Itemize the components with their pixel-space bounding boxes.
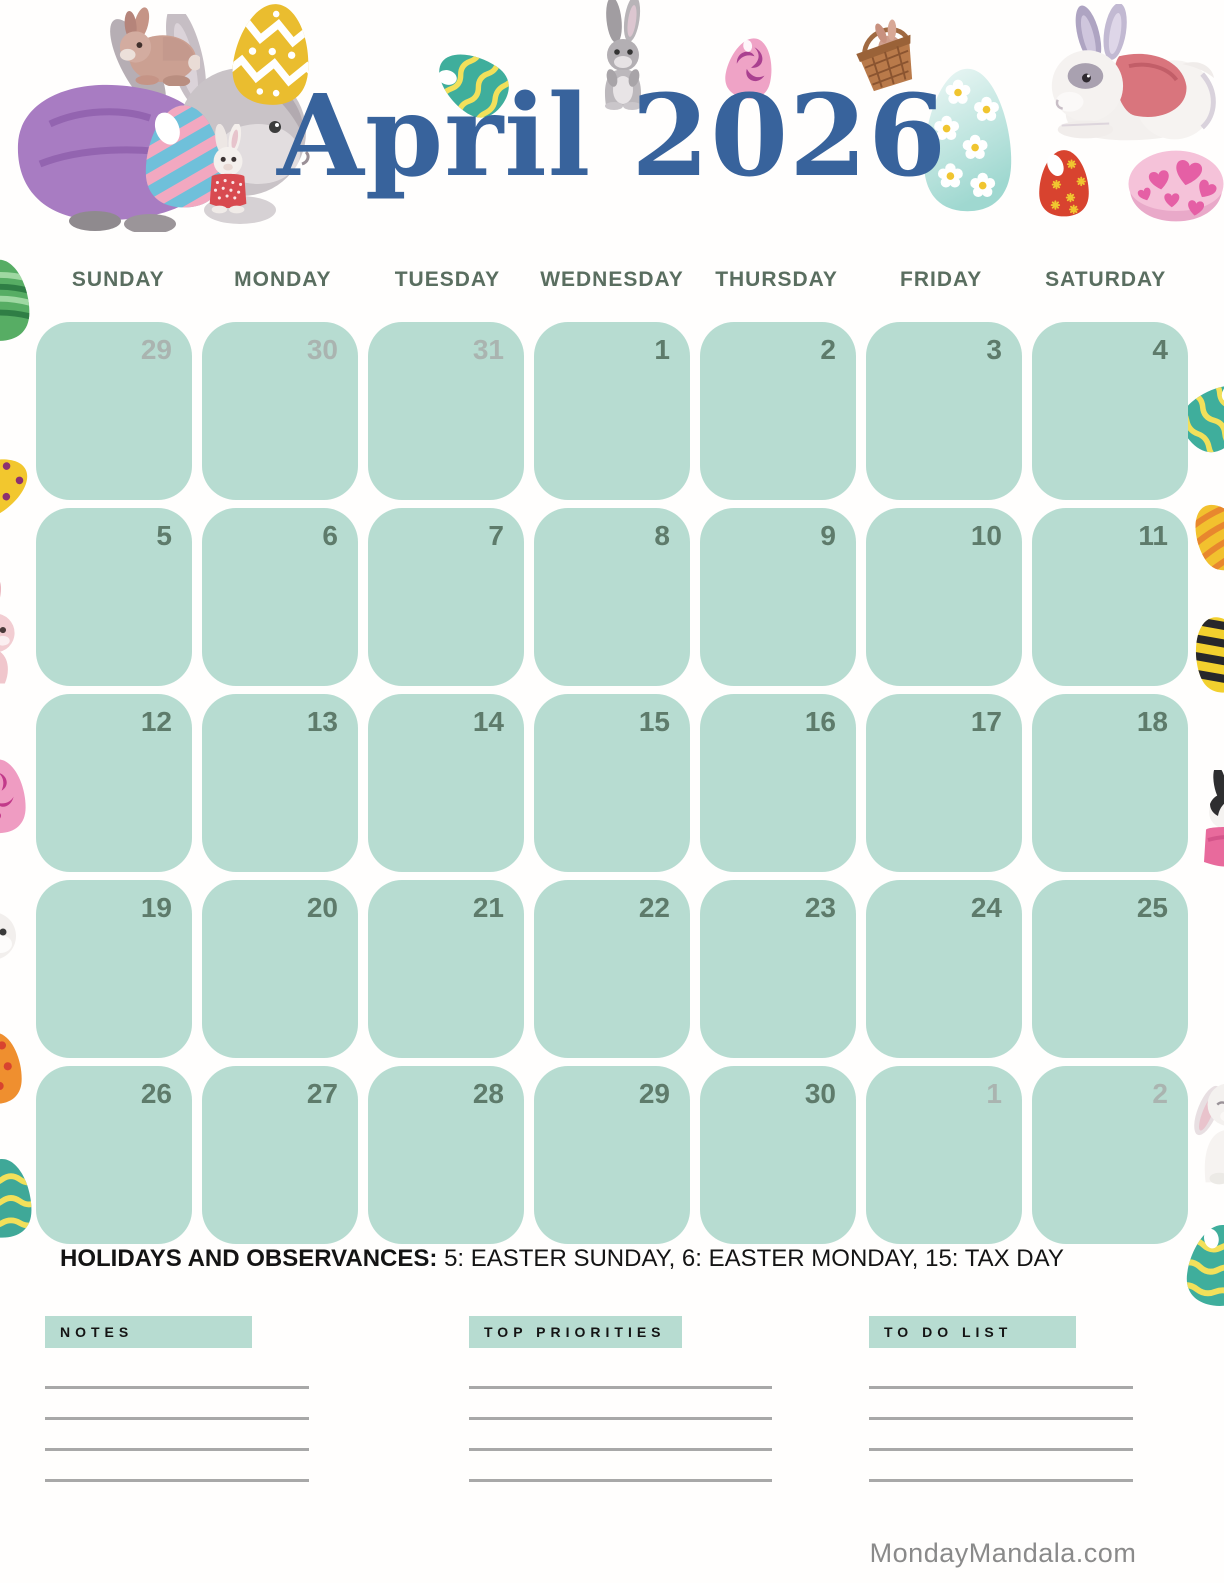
day-number: 20 [306,892,338,923]
day-cell [202,1066,358,1244]
writing-line [869,1417,1133,1420]
day-number: 6 [322,520,338,551]
day-number: 9 [820,520,836,551]
day-number: 21 [472,892,504,923]
site-credit: MondayMandala.com [869,1538,1137,1568]
notes-section [45,1316,309,1482]
day-cell [368,880,524,1058]
egg-orange-red-dots-icon [0,1022,24,1114]
bunny-white-head-icon [0,878,38,986]
day-cell [368,694,524,872]
day-cell [368,1066,524,1244]
to-do-list-header: TO DO LIST [869,1316,1076,1348]
egg-pink-magenta-icon [0,752,28,840]
day-cell [866,880,1022,1058]
writing-line [869,1479,1133,1482]
day-number: 30 [804,1078,836,1109]
day-cell [866,322,1022,500]
day-number: 27 [306,1078,338,1109]
day-cell [534,880,690,1058]
day-number: 17 [970,706,1002,737]
day-number: 12 [140,706,172,737]
writing-line [45,1417,309,1420]
day-cell [1032,508,1188,686]
day-cell [866,1066,1022,1244]
day-cell [534,508,690,686]
day-number: 11 [1138,520,1168,551]
day-cell [36,508,192,686]
writing-line [45,1448,309,1451]
day-cell [700,694,856,872]
writing-line [469,1417,772,1420]
day-number: 14 [472,706,504,737]
day-cell [1032,880,1188,1058]
day-number: 29 [638,1078,670,1109]
day-number: 24 [970,892,1002,923]
bunny-black-white-pink-sweater-icon [1190,770,1224,868]
day-cell [202,322,358,500]
day-cell [36,880,192,1058]
writing-line [869,1386,1133,1389]
day-cell [36,1066,192,1244]
day-cell [866,508,1022,686]
weekday-label-saturday: SATURDAY [1045,268,1167,291]
day-number: 26 [140,1078,172,1109]
day-cell [202,880,358,1058]
weekday-label-tuesday: TUESDAY [394,268,501,291]
writing-line [469,1386,772,1389]
day-number: 15 [638,706,670,737]
day-number: 23 [804,892,836,923]
egg-green-striped-icon [0,248,32,352]
day-number: 3 [986,334,1002,365]
day-number: 10 [970,520,1002,551]
day-cell [1032,1066,1188,1244]
day-number: 2 [820,334,836,365]
day-number: 19 [140,892,172,923]
calendar-grid [36,322,1188,1244]
day-cell [534,322,690,500]
day-cell [202,694,358,872]
day-number: 2 [1152,1078,1168,1109]
holidays-text: 5: EASTER SUNDAY, 6: EASTER MONDAY, 15: TAX DAY [444,1245,1064,1272]
day-cell [700,880,856,1058]
weekday-label-monday: MONDAY [234,268,332,291]
day-number: 31 [472,334,504,365]
bunny-white-lop-icon [1192,1064,1224,1190]
day-cell [202,508,358,686]
holidays-line [60,1244,1064,1274]
day-cell [36,694,192,872]
weekday-label-friday: FRIDAY [900,268,983,291]
day-cell [368,322,524,500]
day-number: 16 [804,706,836,737]
weekday-label-wednesday: WEDNESDAY [540,268,684,291]
to-do-list-section [869,1316,1133,1482]
day-cell [368,508,524,686]
day-number: 22 [638,892,670,923]
day-cell [1032,694,1188,872]
top-priorities-header: TOP PRIORITIES [469,1316,682,1348]
day-number: 1 [654,334,670,365]
title-month: April [276,71,592,202]
day-number: 29 [140,334,172,365]
day-cell [534,1066,690,1244]
day-number: 30 [306,334,338,365]
day-number: 25 [1136,892,1168,923]
day-cell [534,694,690,872]
weekday-label-thursday: THURSDAY [715,268,838,291]
day-number: 5 [156,520,172,551]
day-number: 13 [306,706,338,737]
day-cell [700,508,856,686]
bunny-pink-icon [0,578,34,686]
writing-line [45,1386,309,1389]
day-cell [866,694,1022,872]
day-number: 28 [472,1078,504,1109]
writing-line [869,1448,1133,1451]
day-number: 18 [1136,706,1168,737]
day-number: 1 [986,1078,1002,1109]
egg-teal-waves-left-icon [0,1148,34,1248]
day-cell [1032,322,1188,500]
weekday-header-row [36,268,1188,292]
writing-line [469,1479,772,1482]
day-cell [36,322,192,500]
top-priorities-section [469,1316,772,1482]
weekday-label-sunday: SUNDAY [71,268,165,291]
notes-header: NOTES [45,1316,252,1348]
holidays-label: HOLIDAYS AND OBSERVANCES: [60,1245,438,1272]
day-cell [700,322,856,500]
day-number: 4 [1152,334,1168,365]
day-number: 8 [654,520,670,551]
day-cell [700,1066,856,1244]
writing-line [469,1448,772,1451]
day-number: 7 [488,520,504,551]
writing-line [45,1479,309,1482]
page-title [0,62,1224,212]
title-year: 2026 [631,71,948,202]
